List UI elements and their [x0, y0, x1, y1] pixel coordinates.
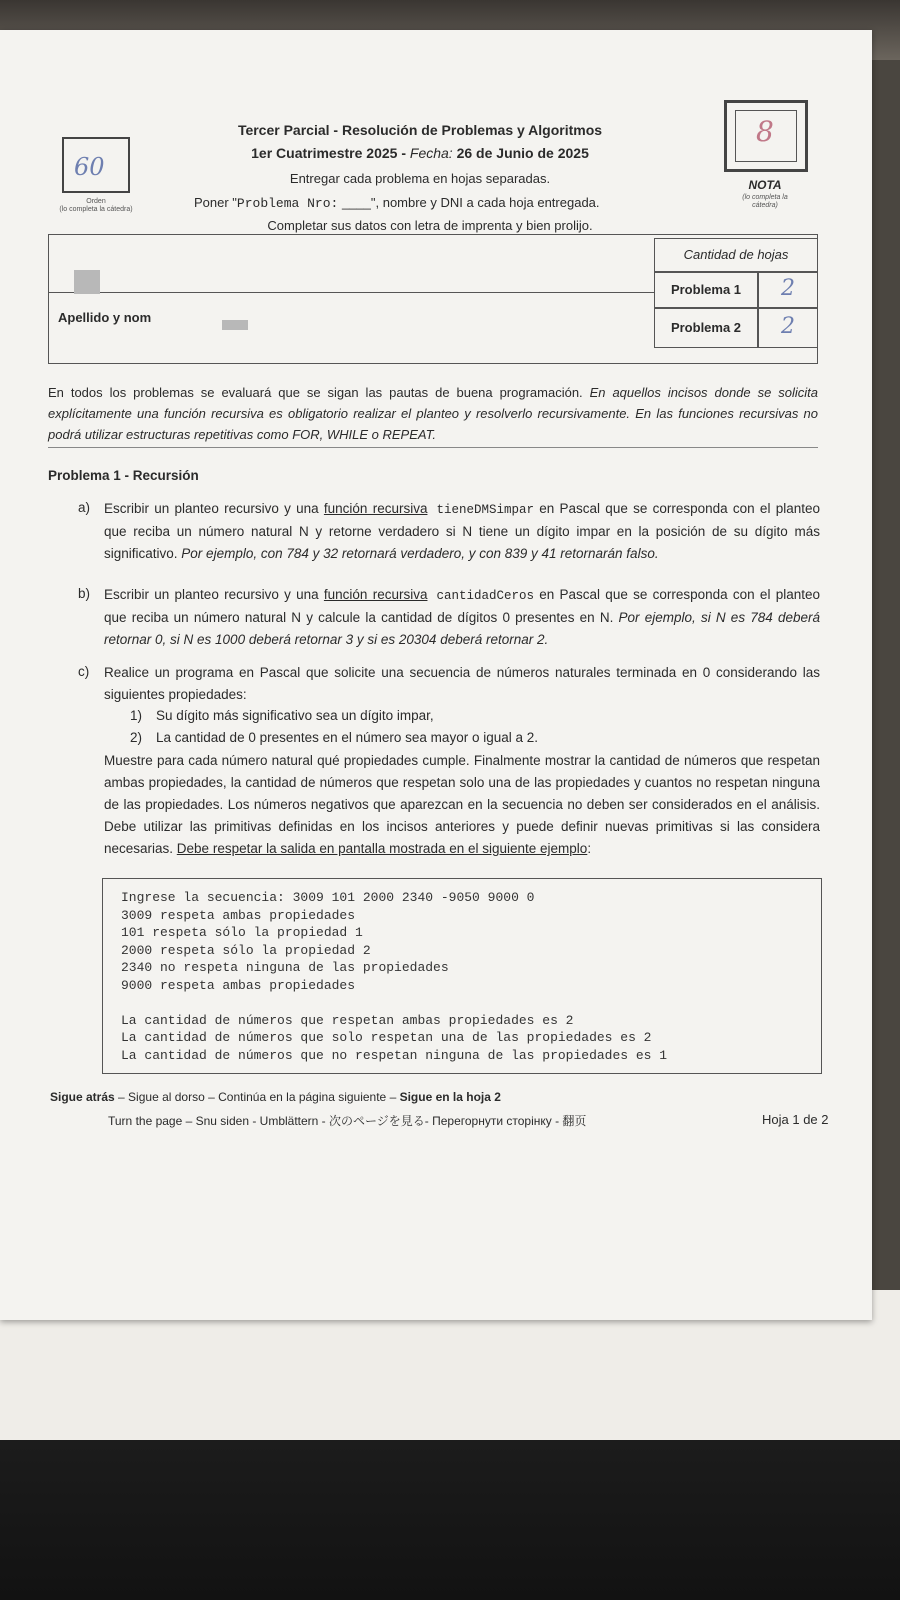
- instruction-separate: Entregar cada problema en hojas separadas.: [289, 171, 551, 186]
- footer-page-number: Hoja 1 de 2: [762, 1112, 829, 1127]
- table-divider: [48, 292, 654, 293]
- problema1-label-cell: Problema 1: [654, 272, 758, 308]
- console-line: La cantidad de números que respetan ambas propiedades es 2: [121, 1012, 574, 1028]
- console-line: Ingrese la secuencia: 3009 101 2000 2340 -9050 9000 0: [121, 890, 535, 905]
- orden-value: 60: [74, 153, 105, 181]
- intro-paragraph: En todos los problemas se evaluará que se sigan las pautas de buena programación. En aquellos incisos donde se solicita explícitamente una función recursiva es obligatorio realizar el planteo y resolverlo recursivamente. En las funciones recursivas no podrá utilizar estructuras repetitivas como FOR, WHILE o REPEAT.: [48, 382, 818, 448]
- problem1-title: Problema 1 - Recursión: [48, 468, 199, 483]
- footer-continue: Sigue atrás – Sigue al dorso – Continúa en la página siguiente – Sigue en la hoja 2: [50, 1090, 501, 1104]
- nota-label: NOTA: [748, 178, 782, 192]
- property-1-text: Su dígito más significativo sea un dígito impar,: [156, 708, 434, 723]
- nota-sub: (lo completa la cátedra): [742, 194, 788, 209]
- exam-title: Tercer Parcial - Resolución de Problemas y Algoritmos: [237, 122, 603, 138]
- console-line: 3009 respeta ambas propiedades: [121, 907, 356, 923]
- item-b-text: Escribir un planteo recursivo y una función recursiva cantidadCeros en Pascal que se corresponda con el planteo que reciba un número natural N y calcule la cantidad de dígitos 0 presentes en N. Por ejemplo, si N es 784 deberá retornar 0, si N es 1000 deberá retornar 3 y si es 20304 deberá retornar 2.: [104, 587, 821, 647]
- problema2-count-cell: 2: [758, 308, 818, 348]
- redacted-name: [222, 320, 248, 330]
- console-example: [102, 878, 822, 1074]
- name-label: Apellido y nom: [58, 310, 152, 325]
- console-line: [121, 994, 803, 1012]
- problema1-count-cell: 2: [758, 272, 818, 308]
- item-c-body: Muestre para cada número natural qué propiedades cumple. Finalmente mostrar la cantidad de números que respetan ambas propiedades, la cantidad de números que respetan solo una de las propiedades y cuantos no respetan ninguna de las propiedades. Los números negativos que aparezcan en la secuencia no deben ser considerados en el análisis. Debe utilizar las primitivas definidas en los incisos anteriores y puede definir nuevas primitivas si las considera necesarias. Debe respetar la salida en pantalla mostrada en el siguiente ejemplo:: [104, 753, 820, 856]
- item-c-marker: c): [78, 664, 90, 679]
- problema2-label-cell: Problema 2: [654, 308, 758, 348]
- console-line: La cantidad de números que no respetan ninguna de las propiedades es 1: [121, 1047, 668, 1063]
- orden-box: [62, 137, 130, 193]
- exam-sheet: [0, 30, 872, 1320]
- nota-inner-box: [735, 110, 797, 162]
- footer-turn-page: Turn the page – Snu siden - Umblättern - 次のページを見る- Перегорнути сторінку - 翻页: [108, 1114, 587, 1128]
- nota-value: 8: [756, 115, 774, 148]
- item-a-marker: a): [78, 500, 91, 515]
- console-line: 101 respeta sólo la propiedad 1: [121, 925, 363, 940]
- console-line: La cantidad de números que solo respetan una de las propiedades es 2: [121, 1030, 652, 1045]
- exam-date: 1er Cuatrimestre 2025 - Fecha: 26 de Junio de 2025: [251, 145, 589, 161]
- console-line: 2000 respeta sólo la propiedad 2: [121, 942, 371, 958]
- redacted-dni: [74, 270, 100, 294]
- item-a-text: Escribir un planteo recursivo y una función recursiva tieneDMSimpar en Pascal que se corresponda con el planteo que reciba un número natural N y retorne verdadero si N tiene un dígito impar en la posición de su dígito más significativo. Por ejemplo, con 784 y 32 retornará verdadero, y con 839 y 41 retornarán falso.: [104, 501, 820, 561]
- item-c-intro: Realice un programa en Pascal que solicite una secuencia de números naturales terminada en 0 considerando las siguientes propiedades:: [104, 665, 820, 702]
- orden-label: Orden (lo completa la cátedra): [59, 198, 133, 213]
- item-b-marker: b): [78, 586, 91, 601]
- background-bottom: [0, 1440, 900, 1600]
- property-2-text: La cantidad de 0 presentes en el número sea mayor o igual a 2.: [156, 730, 538, 745]
- hojas-header-cell: Cantidad de hojas: [654, 238, 818, 272]
- nota-box: [724, 100, 808, 172]
- instruction-print: Completar sus datos con letra de imprenta y bien prolijo.: [267, 218, 593, 233]
- instruction-heading: Poner "Problema Nro: ____", nombre y DNI a cada hoja entregada.: [194, 195, 600, 211]
- property-1-marker: 1): [130, 708, 143, 723]
- console-line: 9000 respeta ambas propiedades: [121, 977, 356, 993]
- property-2-marker: 2): [130, 730, 143, 745]
- console-line: 2340 no respeta ninguna de las propiedades: [121, 960, 449, 975]
